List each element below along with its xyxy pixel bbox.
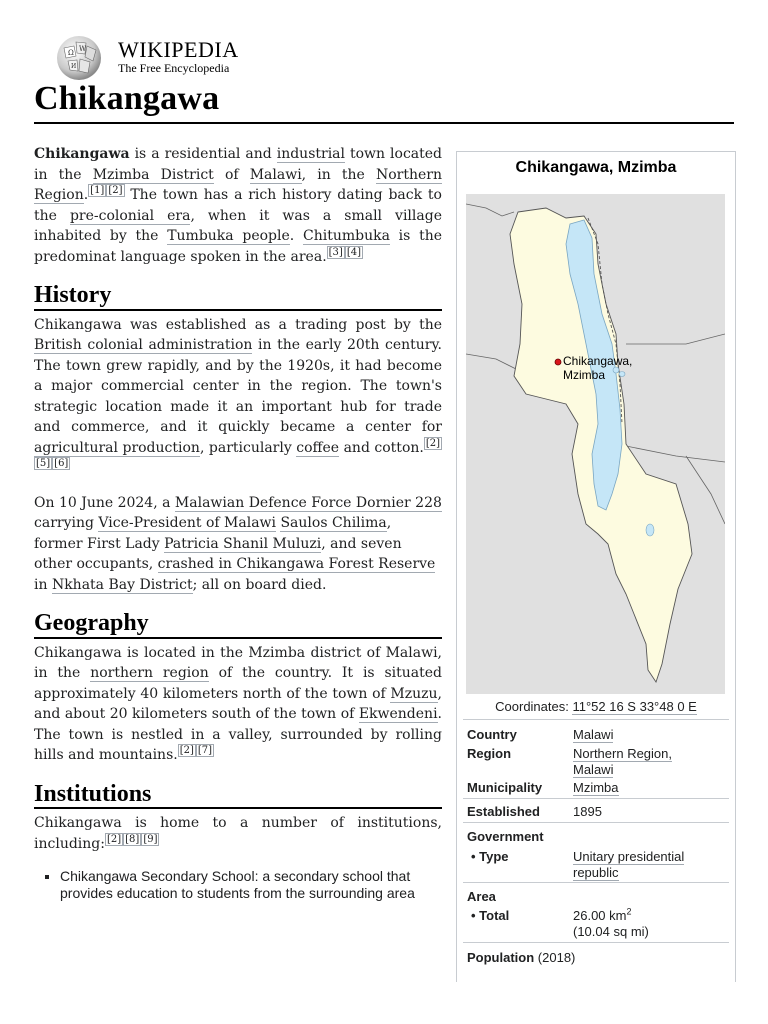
citation[interactable]: [1] [90,185,105,197]
established-label: Established [467,804,540,819]
citation[interactable]: [9] [143,833,158,845]
link-agricultural-production[interactable]: agricultural production [34,439,200,456]
citation[interactable]: [3] [328,246,343,258]
citation[interactable]: [2] [108,185,123,197]
link-malawi[interactable]: Malawi [573,761,614,777]
infobox-divider [463,882,729,883]
link-unitary-presidential[interactable]: Unitary presidential [573,849,685,864]
citation[interactable]: [2] [425,437,441,449]
infobox-divider [463,719,729,720]
text: and cotton. [339,439,424,456]
text: of [213,166,250,183]
population-year: (2018) [537,950,576,965]
citation[interactable]: [4] [346,246,361,258]
wikipedia-globe-icon [54,34,106,82]
text: , in the [301,166,376,183]
svg-text:И: И [71,63,77,70]
infobox-divider [463,822,729,823]
infobox [456,151,736,982]
page-title: Chikangawa [34,80,220,117]
link-industrial[interactable]: industrial [276,146,345,162]
text: Chikangawa is located in the Mzimba district of Malawi, in the [34,644,442,681]
citation[interactable]: [2] [179,745,194,757]
country-value [573,727,723,743]
text: , when it was a small village inhabited by the [34,207,442,244]
link-british-colonial-administration[interactable]: British colonial administration [34,337,253,353]
link-dornier-228[interactable]: Malawian Defence Force Dornier 228 [174,494,442,511]
area-km-value: 26.00 km [573,908,627,923]
link-northern-region[interactable]: northern region [90,665,209,681]
text: . [289,228,303,244]
link-coffee[interactable]: coffee [296,439,340,456]
municipality-label: Municipality [467,780,543,795]
section-heading-geography: Geography [34,613,442,639]
text: Chikangawa is home to a number of institutions, including: [34,815,442,852]
text: The town has a rich history dating back to the [34,187,442,224]
wikipedia-wordmark: WIKIPEDIA [118,37,239,62]
infobox-divider [463,942,729,943]
link-nkhata-bay-district[interactable]: Nkhata Bay District [51,576,193,593]
intro-paragraph [34,144,442,267]
link-northern-region[interactable]: Northern Region, [573,746,672,761]
text: . The town is nestled in a valley, surrounded by rolling hills and mountains. [34,706,442,763]
article-body [34,144,442,902]
area-sqmi-value: (10.04 sq mi) [573,923,649,939]
text: , former First Lady [34,515,392,552]
area-total-value [573,908,723,939]
text: Chikangawa was established as a trading post by the [34,316,442,333]
link-chitumbuka[interactable]: Chitumbuka [303,228,390,244]
map-label-line-2: Mzimba [563,368,606,382]
text: in [34,576,52,593]
svg-text:Ω: Ω [68,49,74,57]
list-item: ▪ Chikangawa Secondary School: a secondary school that provides education to students from the surrounding area [60,868,442,902]
intro-bold-name: Chikangawa [34,146,130,162]
link-saulos-chilima[interactable]: Saulos Chilima [280,515,387,531]
text: is the predominat language spoken in the area. [34,228,443,265]
text: in the early 20th century. The town grew rapidly, and by the 1920s, it had become a major commercial center in the region. The town's strategic location made it an important hub for trade and commerce, and it quickly became a center for [34,337,442,435]
link-patricia-muluzi[interactable]: Patricia Shanil Muluzi [164,535,322,552]
text: , and seven other occupants, [34,535,402,572]
link-tumbuka-people[interactable]: Tumbuka people [167,228,290,244]
text: , particularly [199,439,297,456]
region-value [573,746,723,777]
title-divider [34,122,734,124]
history-paragraph-2 [34,493,442,596]
text: . [83,187,89,203]
malawi-map-icon [466,194,725,694]
institutions-paragraph [34,813,442,854]
country-label: Country [467,727,517,742]
citation[interactable]: [8] [125,833,140,845]
coordinates-label: Coordinates: [495,699,573,714]
infobox-title: Chikangawa, Mzimba [515,159,677,176]
link-ekwendeni[interactable]: Ekwendeni [358,706,438,722]
link-mzuzu[interactable]: Mzuzu [390,685,438,702]
citation[interactable]: [2] [106,833,122,845]
link-crash-forest-reserve[interactable]: crashed in Chikangawa Forest Reserve [157,556,436,572]
link-pre-colonial-era[interactable]: pre-colonial era [69,207,191,224]
superscript: 2 [626,906,632,917]
text: , and about 20 kilometers south of the town of [34,685,442,722]
region-label: Region [467,746,512,761]
area-total-label: • Total [471,908,510,923]
section-heading-institutions: Institutions [34,784,442,810]
link-mzimba[interactable]: Mzimba [573,780,619,795]
coordinates-link[interactable]: 11°52 16 S 33°48 0 E [572,699,697,714]
citation[interactable]: [7] [197,745,213,757]
link-vice-president[interactable]: Vice-President of Malawi [98,515,277,531]
citation[interactable]: [6] [54,458,69,470]
text: of the country. It is situated approximately 40 kilometers north of the town of [34,665,443,702]
government-label: Government [467,829,544,844]
government-type-value [573,849,723,880]
link-malawi[interactable]: Malawi [573,727,614,742]
section-heading-history: History [34,285,442,311]
text: carrying [34,515,99,531]
link-mzimba-district[interactable]: Mzimba District [92,166,214,183]
map-label-line-1: Chikangawa, [563,354,633,368]
text: On 10 June 2024, a [34,494,175,511]
wikipedia-logo[interactable] [54,34,254,78]
location-map[interactable] [466,194,725,694]
history-paragraph-1 [34,315,442,479]
population-label: Population [467,950,535,965]
citation[interactable]: [5] [36,458,51,470]
population-row [467,950,575,965]
link-northern-region[interactable]: Northern Region [34,166,442,203]
geography-paragraph [34,643,442,766]
area-label: Area [467,889,496,904]
link-malawi[interactable]: Malawi [249,166,302,183]
text: town located in the [34,146,443,183]
location-marker-icon [555,359,561,365]
municipality-value [573,780,723,796]
link-republic[interactable]: republic [573,864,619,880]
established-value: 1895 [573,804,602,819]
text: ; all on board died. [192,576,327,593]
institutions-list [34,868,442,902]
coordinates [457,699,735,714]
wikipedia-tagline: The Free Encyclopedia [118,61,230,75]
svg-text:W: W [79,45,87,53]
government-type-label: • Type [471,849,509,864]
infobox-divider [463,798,729,799]
text: is a residential and [129,146,277,162]
